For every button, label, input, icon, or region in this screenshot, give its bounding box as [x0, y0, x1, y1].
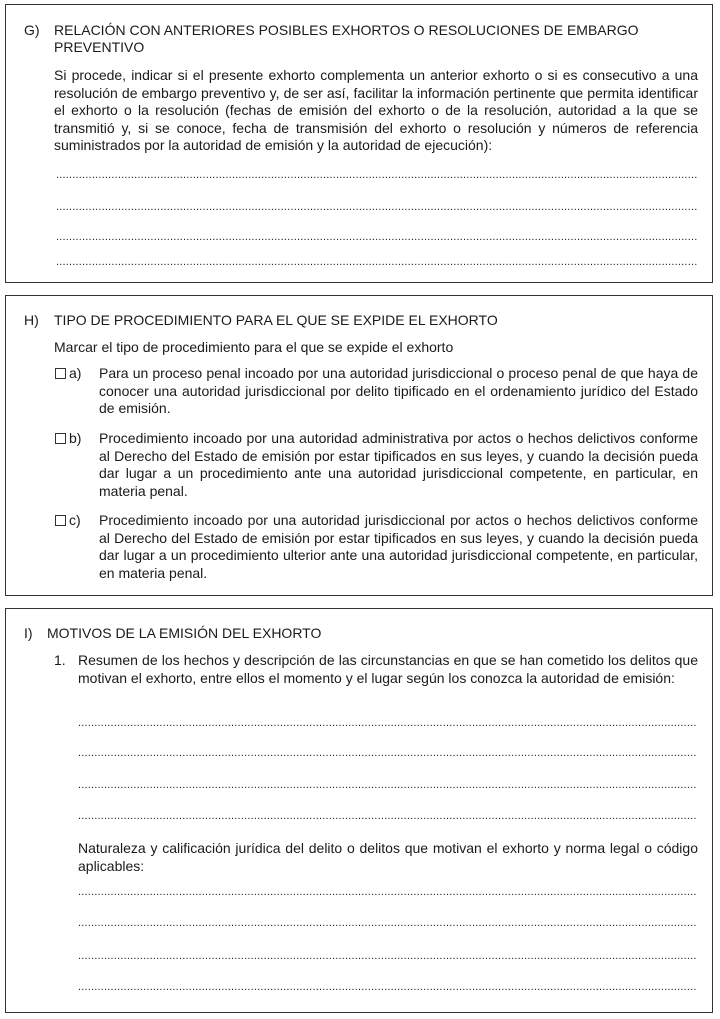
checkbox-square-icon [55, 368, 66, 379]
section-i-item-1 [54, 652, 698, 687]
section-g-answer-line-3[interactable] [56, 230, 697, 244]
section-g-title: RELACIÓN CON ANTERIORES POSIBLES EXHORTOS O RESOLUCIONES DE EMBARGO PREVENTIVO [54, 22, 639, 55]
section-i-summary-line-1[interactable] [78, 716, 697, 730]
procedure-option-c[interactable] [54, 512, 698, 582]
section-i-summary-line-3[interactable] [78, 778, 697, 792]
checkbox-a[interactable] [54, 365, 69, 418]
option-c-letter: c) [69, 512, 81, 528]
section-i-summary-line-2[interactable] [78, 746, 697, 760]
section-i-item-2-text: Naturaleza y calificación jurídica del delito o delitos que motivan el exhorto y norma legal o código aplicables: [78, 840, 698, 874]
section-i-letter: I) [24, 625, 33, 641]
option-b-text: Procedimiento incoado por una autoridad administrativa por actos o hechos delictivos conforme al Derecho del Estado de emisión por estar tipificados en sus leyes, y cuando la decisión pueda dar lugar a un procedimiento ante una autoridad jurisdiccional competente, en particular, en materia penal. [99, 430, 698, 499]
section-g-letter: G) [24, 22, 40, 38]
section-i-box [5, 608, 713, 1013]
section-i-offense-line-4[interactable] [78, 980, 697, 994]
item-1-number: 1. [54, 652, 66, 668]
section-g-answer-line-4[interactable] [56, 255, 697, 269]
section-i-title: MOTIVOS DE LA EMISIÓN DEL EXHORTO [47, 625, 322, 641]
section-h-box [5, 295, 713, 596]
checkbox-c[interactable] [54, 512, 69, 582]
section-g-box [5, 4, 713, 283]
section-i-offense-line-2[interactable] [78, 916, 697, 930]
option-a-letter: a) [69, 365, 82, 381]
procedure-option-a[interactable] [54, 365, 698, 418]
section-i-offense-line-1[interactable] [78, 885, 697, 899]
section-h-instructions: Marcar el tipo de procedimiento para el que se expide el exhorto [54, 339, 454, 355]
option-b-letter: b) [69, 430, 82, 446]
option-a-text: Para un proceso penal incoado por una autoridad jurisdiccional o proceso penal de que haya de conocer una autoridad jurisdiccional por delito tipificado en el ordenamiento jurídico del Estado de emisión. [99, 365, 698, 416]
procedure-option-b[interactable] [54, 430, 698, 500]
option-c-text: Procedimiento incoado por una autoridad jurisdiccional por actos o hechos delictivos conforme al Derecho del Estado de emisión por estar tipificados en sus leyes, y cuando la decisión pueda dar lugar a un procedimiento ulterior ante una autoridad jurisdiccional competente, en particular, en materia penal. [99, 512, 698, 581]
section-h-title: TIPO DE PROCEDIMIENTO PARA EL QUE SE EXPIDE EL EXHORTO [54, 312, 498, 328]
section-g-heading [24, 22, 698, 56]
checkbox-square-icon [55, 433, 66, 444]
section-g-instructions: Si procede, indicar si el presente exhorto complementa un anterior exhorto o si es consecutivo a una resolución de embargo preventivo y, de ser así, facilitar la información pertinente que permita identificar el exhorto o la resolución (fechas de emisión del exhorto o de la resolución, autoridad a la que se transmitió y, si se conoce, fecha de transmisión del exhorto o resolución y números de referencia suministrados por la autoridad de emisión y la autoridad de ejecución): [54, 67, 698, 153]
item-1-text: Resumen de los hechos y descripción de las circunstancias en que se han cometido los delitos que motivan el exhorto, entre ellos el momento y el lugar según los conozca la autoridad de emisión: [78, 652, 698, 686]
section-h-letter: H) [24, 312, 39, 328]
section-i-summary-line-4[interactable] [78, 809, 697, 823]
section-g-answer-line-1[interactable] [56, 168, 697, 182]
checkbox-b[interactable] [54, 430, 69, 500]
section-i-offense-line-3[interactable] [78, 949, 697, 963]
section-g-answer-line-2[interactable] [56, 200, 697, 214]
section-h-heading [24, 312, 698, 329]
section-i-heading [24, 625, 698, 642]
checkbox-square-icon [55, 515, 66, 526]
